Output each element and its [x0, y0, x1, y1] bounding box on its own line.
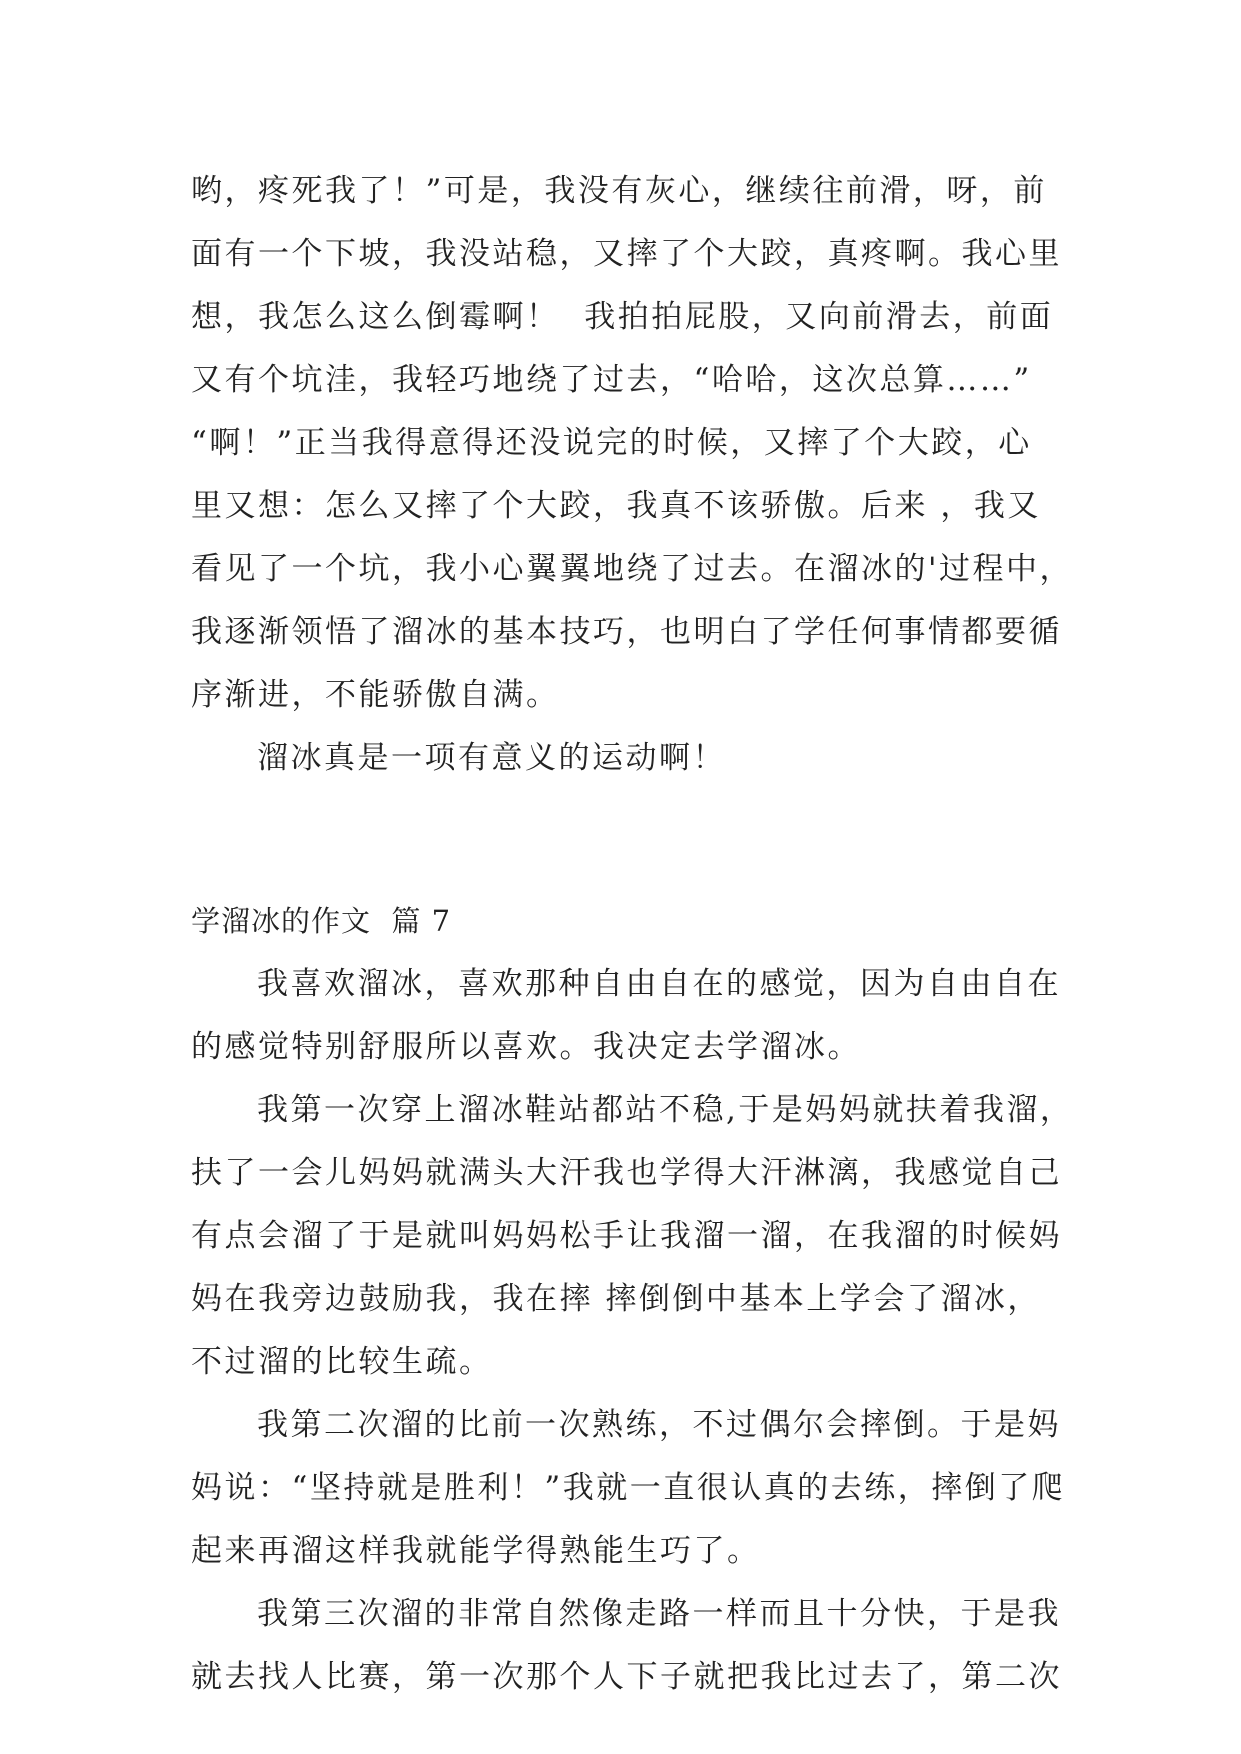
text-line: 就去找人比赛，第一次那个人下子就把我比过去了，第二次: [191, 1659, 1062, 1695]
text-line: 不过溜的比较生疏。: [191, 1344, 493, 1380]
text-line: 妈在我旁边鼓励我，我在摔 摔倒倒中基本上学会了溜冰，: [191, 1281, 1041, 1317]
text-line: 溜冰真是一项有意义的运动啊！: [257, 740, 726, 776]
text-line: 扶了一会儿妈妈就满头大汗我也学得大汗淋漓，我感觉自己: [191, 1155, 1062, 1191]
paragraph-3: [191, 1394, 1066, 1583]
text-line: 又有个坑洼，我轻巧地绕了过去，“哈哈，这次总算……”: [191, 362, 1032, 398]
text-line: 有点会溜了于是就叫妈妈松手让我溜一溜，在我溜的时候妈: [191, 1218, 1062, 1254]
text-line: 我喜欢溜冰，喜欢那种自由自在的感觉，因为自由自在: [257, 966, 1061, 1002]
text-line: 面有一个下坡，我没站稳，又摔了个大跤，真疼啊。我心里: [191, 236, 1062, 272]
paragraph-2: [191, 1079, 1074, 1394]
text-line: 序渐进，不能骄傲自满。: [191, 677, 560, 713]
text-line: 的感觉特别舒服所以喜欢。我决定去学溜冰。: [191, 1029, 861, 1065]
paragraph-4: [191, 1583, 1062, 1709]
text-line: “啊！”正当我得意得还没说完的时候，又摔了个大跤，心: [191, 425, 1032, 461]
section-gap: [191, 790, 1051, 890]
section-heading: 学溜冰的作文 篇 7: [191, 904, 452, 938]
paragraph-continued: [191, 160, 1074, 727]
text-line: 我第二次溜的比前一次熟练，不过偶尔会摔倒。于是妈: [257, 1407, 1061, 1443]
text-line: 我逐渐领悟了溜冰的基本技巧，也明白了学任何事情都要循: [191, 614, 1062, 650]
text-line: 里又想：怎么又摔了个大跤，我真不该骄傲。后来 ，我又: [191, 488, 1041, 524]
text-line: 哟，疼死我了！”可是，我没有灰心，继续往前滑，呀，前: [191, 173, 1047, 209]
document-body: [191, 160, 1074, 1709]
text-line: 妈说：“坚持就是胜利！”我就一直很认真的去练，摔倒了爬: [191, 1470, 1066, 1506]
paragraph-conclusion: [191, 727, 1051, 790]
text-line: 我第一次穿上溜冰鞋站都站不稳,于是妈妈就扶着我溜，: [257, 1092, 1074, 1128]
text-line: 看见了一个坑，我小心翼翼地绕了过去。在溜冰的'过程中，: [191, 551, 1074, 587]
text-line: 我第三次溜的非常自然像走路一样而且十分快，于是我: [257, 1596, 1061, 1632]
text-line: 想，我怎么这么倒霉啊！ 我拍拍屁股，又向前滑去，前面: [191, 299, 1054, 335]
paragraph-1: [191, 953, 1061, 1079]
text-line: 起来再溜这样我就能学得熟能生巧了。: [191, 1533, 761, 1569]
